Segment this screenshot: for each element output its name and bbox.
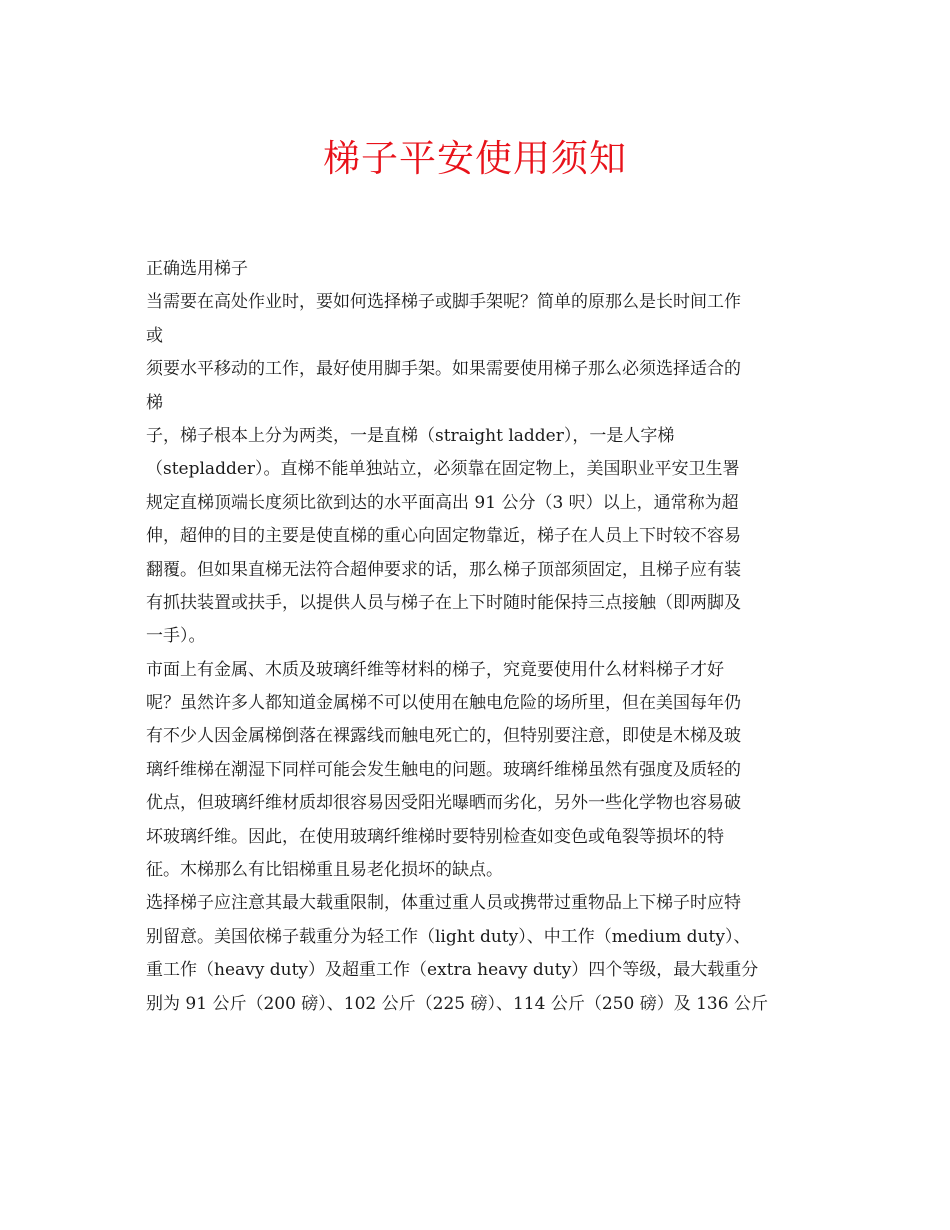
body-line: 有抓扶装置或扶手，以提供人员与梯子在上下时随时能保持三点接触（即两脚及 — [146, 592, 741, 613]
body-line: 正确选用梯子 — [146, 259, 248, 279]
body-line: 别留意。美国依梯子载重分为轻工作（light duty）、中工作（medium duty）、 — [146, 926, 751, 947]
body-line: 规定直梯顶端长度须比欲到达的水平面高出 91 公分（3 呎）以上，通常称为超 — [146, 492, 739, 513]
body-line: 当需要在高处作业时，要如何选择梯子或脚手架呢？简单的原那么是长时间工作 — [146, 292, 741, 313]
body-line: 伸，超伸的目的主要是使直梯的重心向固定物靠近，梯子在人员上下时较不容易 — [146, 526, 741, 547]
body-line: 呢？虽然许多人都知道金属梯不可以使用在触电危险的场所里，但在美国每年仍 — [146, 693, 741, 714]
body-line: 翻覆。但如果直梯无法符合超伸要求的话，那么梯子顶部须固定，且梯子应有装 — [146, 559, 741, 580]
body-line: （stepladder）。直梯不能单独站立，必须靠在固定物上，美国职业平安卫生署 — [146, 459, 740, 480]
body-line: 坏玻璃纤维。因此，在使用玻璃纤维梯时要特别检查如变色或龟裂等损坏的特 — [146, 826, 724, 847]
body-line: 梯 — [146, 392, 163, 413]
body-line: 征。木梯那么有比铝梯重且易老化损坏的缺点。 — [146, 860, 503, 881]
body-line: 选择梯子应注意其最大载重限制，体重过重人员或携带过重物品上下梯子时应特 — [146, 893, 741, 914]
body-line: 优点，但玻璃纤维材质却很容易因受阳光曝晒而劣化，另外一些化学物也容易破 — [146, 793, 741, 814]
body-line: 子，梯子根本上分为两类，一是直梯（straight ladder），一是人字梯 — [146, 425, 675, 446]
body-line: 一手）。 — [146, 626, 206, 647]
body-line: 重工作（heavy duty）及超重工作（extra heavy duty）四个等级，最大载重分 — [146, 960, 759, 981]
body-line: 市面上有金属、木质及玻璃纤维等材料的梯子，究竟要使用什么材料梯子才好 — [146, 659, 724, 680]
body-line: 或 — [146, 325, 163, 346]
body-line: 别为 91 公斤（200 磅）、102 公斤（225 磅）、114 公斤（250 磅）及 136 公斤 — [146, 993, 768, 1014]
document-title: 梯子平安使用须知 — [323, 137, 627, 180]
document-body — [146, 253, 806, 1021]
body-line: 须要水平移动的工作，最好使用脚手架。如果需要使用梯子那么必须选择适合的 — [146, 359, 741, 380]
body-line: 有不少人因金属梯倒落在裸露线而触电死亡的，但特别要注意，即使是木梯及玻 — [146, 726, 741, 747]
body-line: 璃纤维梯在潮湿下同样可能会发生触电的问题。玻璃纤维梯虽然有强度及质轻的 — [146, 759, 741, 780]
